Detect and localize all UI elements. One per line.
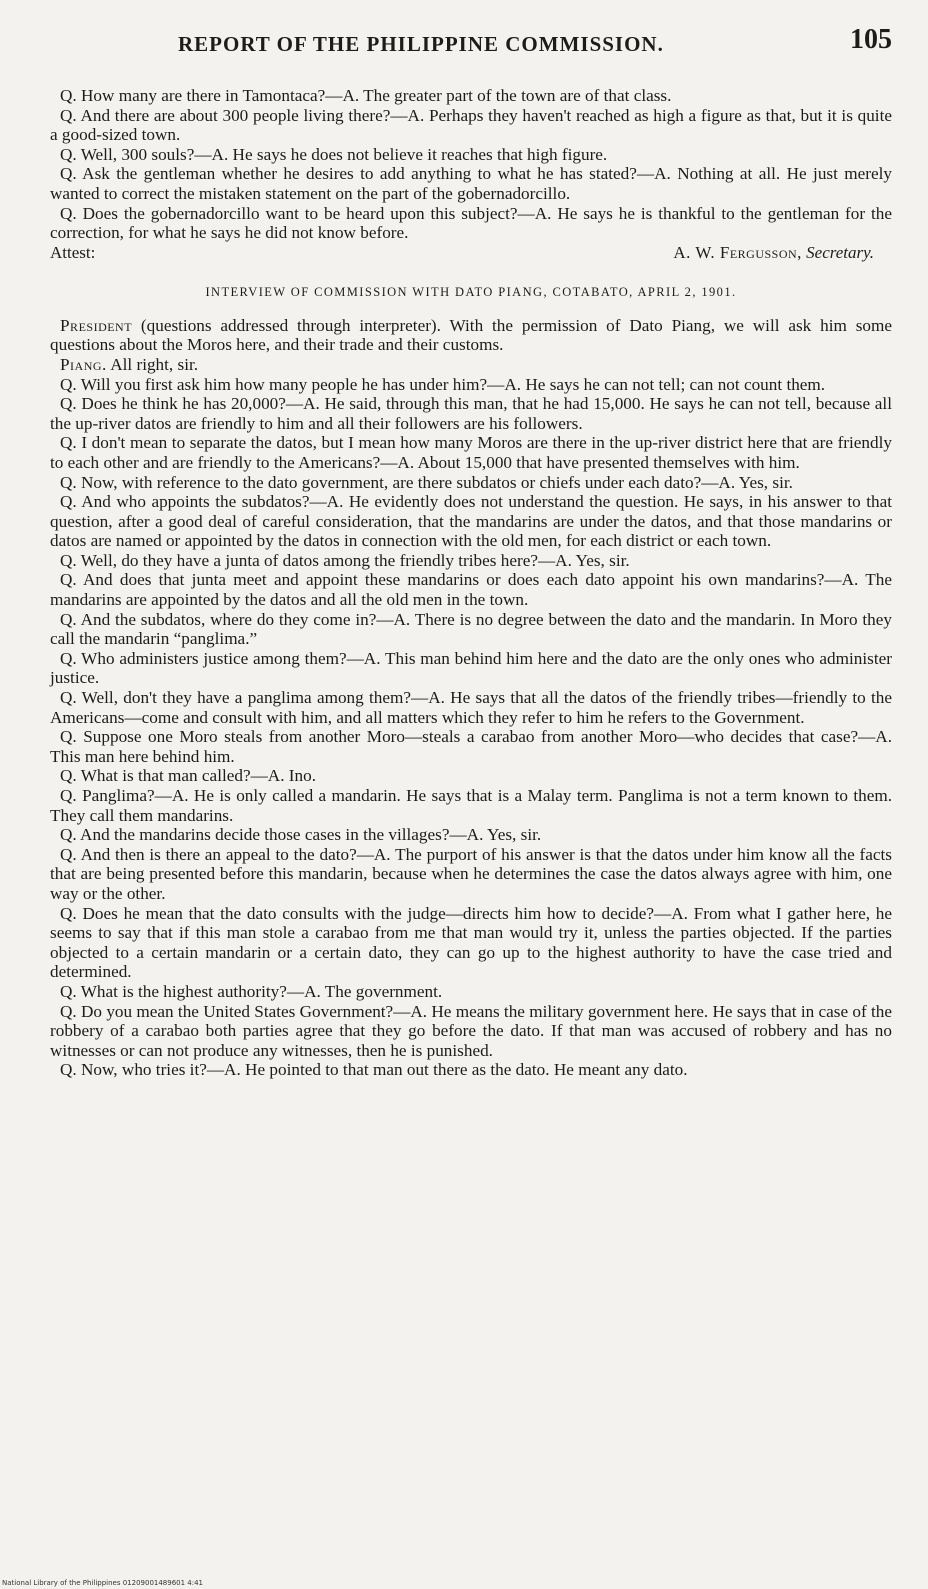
page-number: 105 [850, 24, 892, 55]
president-paragraph [50, 316, 892, 355]
paragraph: Q. Does he think he has 20,000?—A. He said, through this man, that he had 15,000. He says he can not tell, because all the up-river datos are friendly to him and all their followers are his followers. [50, 394, 892, 433]
testimony-continuation [50, 86, 892, 265]
paragraph: Q. And the subdatos, where do they come in?—A. There is no degree between the dato and the mandarin. In Moro they call the mandarin “panglima.” [50, 609, 892, 649]
paragraph: Q. And the mandarins decide those cases in the villages?—A. Yes, sir. [60, 825, 542, 845]
paragraph: Q. Well, don't they have a panglima among them?—A. He says that all the datos of the friendly tribes—friendly to the Americans—come and consult with him, and all matters which they refer to him he refers to the Government. [50, 688, 892, 727]
paragraph: Q. Well, 300 souls?—A. He says he does not believe it reaches that high figure. [60, 144, 608, 164]
paragraph: Q. Do you mean the United States Government?—A. He means the military government here. He says that in case of the robbery of a carabao both parties agree that they go before the dato. If that man was accused of robbery and has no witnesses or can not produce any witnesses, then he is punished. [50, 1001, 892, 1060]
attest-label: Attest: [50, 242, 96, 262]
paragraph: Q. And there are about 300 people living there?—A. Perhaps they haven't reached as high a figure as that, but it is quite a good-sized town. [50, 105, 892, 145]
piang-paragraph [50, 355, 892, 375]
interview-heading: INTERVIEW OF COMMISSION WITH DATO PIANG, COTABATO, APRIL 2, 1901. [205, 284, 737, 299]
paragraph: Q. Ask the gentleman whether he desires to add anything to what he has stated?—A. Nothing at all. He just merely wanted to correct the mistaken statement on the part of the gobernadorcillo. [50, 164, 892, 203]
document-page [50, 22, 892, 1080]
paragraph: Q. And who appoints the subdatos?—A. He evidently does not understand the question. He says, in his answer to that question, after a good deal of careful consideration, that the mandarins are under the datos, and that those mandarins or datos are named or appointed by the datos in connection with the old men, for each district or each town. [50, 492, 892, 551]
paragraph: Q. Does he mean that the dato consults with the judge—directs him how to decide?—A. From what I gather here, he seems to say that if this man stole a carabao from me that man would try it, unless the parties objected. If the parties objected to a certain mandarin or a certain dato, they can go up to the highest authority to have the case tried and determined. [50, 903, 892, 982]
paragraph: Q. How many are there in Tamontaca?—A. The greater part of the town are of that class. [60, 86, 672, 105]
interview-transcript [50, 316, 892, 1080]
paragraph: Q. Well, do they have a junta of datos among the friendly tribes here?—A. Yes, sir. [60, 550, 630, 570]
running-head [50, 22, 892, 62]
running-title: REPORT OF THE PHILIPPINE COMMISSION. [178, 32, 664, 56]
paragraph: Q. What is the highest authority?—A. The government. [60, 981, 443, 1001]
scan-footer: National Library of the Philippines 01209001489601 4:41 [2, 1579, 204, 1587]
paragraph: Q. Who administers justice among them?—A. This man behind him here and the dato are the only ones who administer justice. [50, 648, 892, 688]
signature-line [673, 243, 874, 263]
paragraph: Q. And then is there an appeal to the dato?—A. The purport of his answer is that the datos under him know all the facts that are being presented before this mandarin, because when he determines the case the datos always agree with him, one way or the other. [50, 844, 892, 903]
paragraph: Q. I don't mean to separate the datos, but I mean how many Moros are there in the up-river district here that are friendly to each other and are friendly to the Americans?—A. About 15,000 that have presented themselves with him. [50, 433, 892, 472]
paragraph: Q. Now, with reference to the dato government, are there subdatos or chiefs under each dato?—A. Yes, sir. [60, 472, 793, 492]
paragraph: Q. Does the gobernadorcillo want to be heard upon this subject?—A. He says he is thankful to the gentleman for the correction, for what he says he did not know before. [50, 203, 892, 243]
paragraph: Q. Suppose one Moro steals from another Moro—steals a carabao from another Moro—who decides that case?—A. This man here behind him. [50, 727, 892, 766]
signer-role: Secretary. [806, 242, 874, 262]
paragraph: Q. Now, who tries it?—A. He pointed to that man out there as the dato. He meant any dato. [60, 1060, 688, 1080]
paragraph: Q. What is that man called?—A. Ino. [60, 766, 316, 786]
speaker-piang: Piang. [60, 354, 107, 374]
speaker-president: President [60, 315, 133, 335]
paragraph: Q. Will you first ask him how many people he has under him?—A. He says he can not tell; can not count them. [60, 374, 826, 394]
attestation [50, 243, 892, 265]
paragraph: Q. And does that junta meet and appoint these mandarins or does each dato appoint his own mandarins?—A. The mandarins are appointed by the datos and all the old men in the town. [50, 570, 892, 610]
piang-text: All right, sir. [106, 354, 199, 374]
paragraph: Q. Panglima?—A. He is only called a mandarin. He says that is a Malay term. Panglima is not a term known to them. They call them mandarins. [50, 786, 892, 825]
signer-name: A. W. Fergusson, [673, 242, 802, 262]
president-text: (questions addressed through interpreter). With the permission of Dato Piang, we will ask him some questions about the Moros here, and their trade and their customs. [50, 315, 892, 355]
